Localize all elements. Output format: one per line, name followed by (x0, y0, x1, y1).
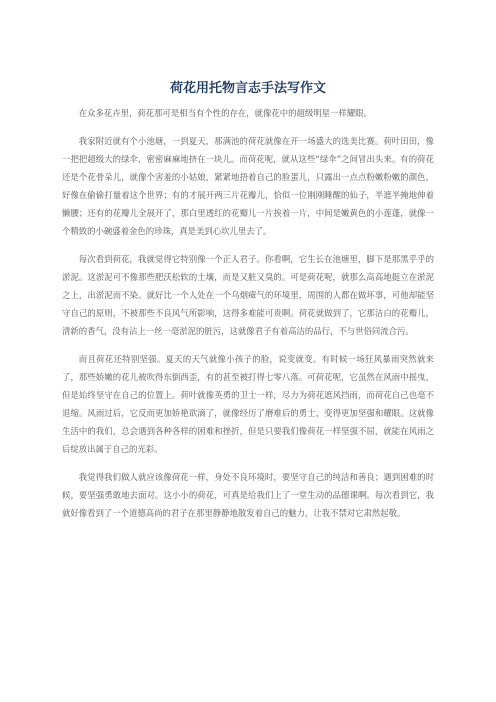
paragraph-intro: 在众多花卉里，荷花那可是相当有个性的存在，就像花中的超级明星一样耀眼。 (78, 108, 372, 118)
paragraph-gentleman: 每次看到荷花，我就觉得它特别像一个正人君子。你看啊，它生长在池塘里，脚下是那黑乎乎的淤泥。这淤泥可不像那些肥沃松软的土壤，而是又脏又臭的。可是荷花呢，就那么高高地挺立在淤泥之上，出淤泥而不染。就好比一个人处在一个乌烟瘴气的环境里，周围的人都在做坏事，可他却能坚守自己的原则，不被那些不良风气所影响，这得多难能可贵啊。荷花就做到了，它那洁白的花瓣儿，清新的香气，没有沾上一丝一毫淤泥的脏污，这就像君子有着高洁的品行，不与世俗同流合污。 (62, 254, 434, 336)
paragraph-strength: 而且荷花还特别坚强。夏天的天气就像小孩子的脸，说变就变。有时候一场狂风暴雨突然就来了，那些娇嫩的花儿被吹得东倒西歪，有的甚至被打得七零八落。可荷花呢，它虽然在风雨中摇曳，但是始终坚守在自己的位置上。荷叶就像英勇的卫士一样，尽力为荷花遮风挡雨，而荷花自己也毫不退缩。风雨过后，它反而更加娇艳欲滴了，就像经历了磨难后的勇士，变得更加坚强和耀眼。这就像生活中的我们，总会遇到各种各样的困难和挫折，但是只要我们像荷花一样坚强不屈，就能在风雨之后绽放出属于自己的光彩。 (62, 354, 434, 454)
page-title: 荷花用托物言志手法写作文 (169, 81, 326, 96)
paragraph-pond-description: 我家附近就有个小池塘，一到夏天，那满池的荷花就像在开一场盛大的选美比赛。荷叶田田，像一把把超级大的绿伞，密密麻麻地挤在一块儿。而荷花呢，就从这些“绿伞”之间冒出头来。有的荷花还是个花骨朵儿，就像个害羞的小姑娘，紧紧地捂着自己的脸蛋儿，只露出一点点粉嫩粉嫩的颜色，好像在偷偷打量着这个世界；有的才展开两三片花瓣儿，恰似一位刚刚睡醒的仙子，半遮半掩地伸着懒腰；还有的花瓣儿全展开了，那白里透红的花瓣儿一片挨着一片，中间是嫩黄色的小莲蓬，就像一个精致的小碗盛着金色的珍珠，真是美到心坎儿里去了。 (62, 136, 434, 236)
paragraph-conclusion: 我觉得我们做人就应该像荷花一样，身处不良环境时，要坚守自己的纯洁和善良；遇到困难的时候，要坚强勇敢地去面对。这小小的荷花，可真是给我们上了一堂生动的品德课啊。每次看到它，我就好像看到了一个道德高尚的君子在那里静静地散发着自己的魅力，让我不禁对它肃然起敬。 (62, 472, 434, 518)
